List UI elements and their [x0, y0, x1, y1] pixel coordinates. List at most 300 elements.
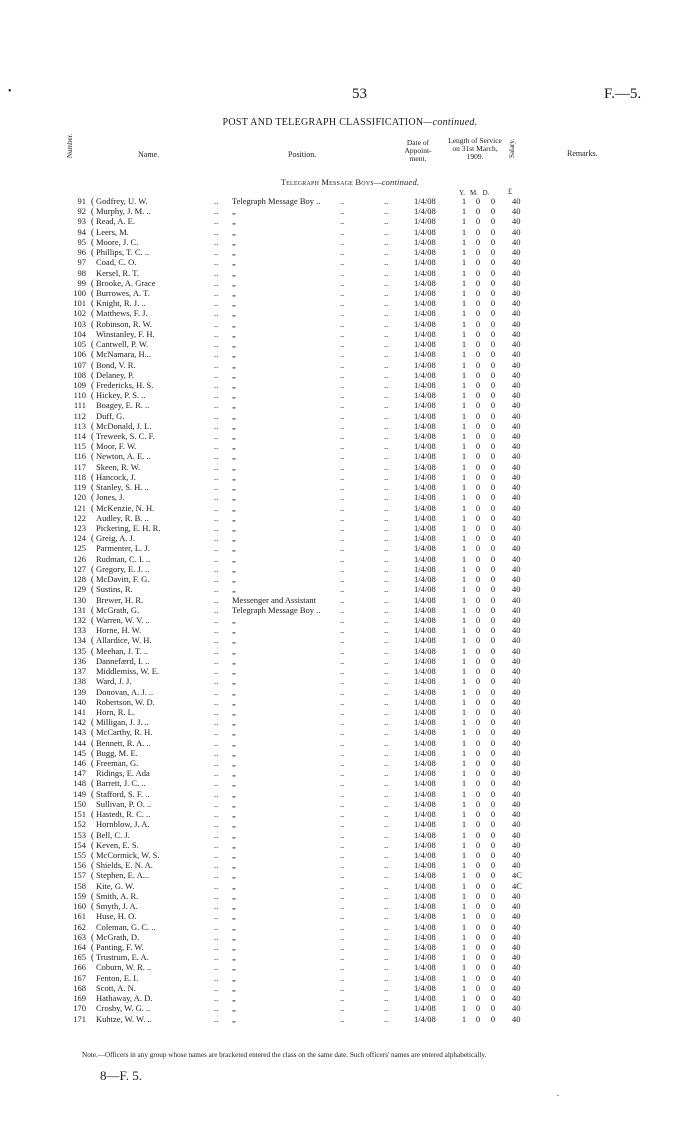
row-days: 0 [490, 921, 496, 932]
row-leader: .. [214, 993, 219, 1004]
row-number: 129 [73, 584, 86, 595]
row-salary: 40 [512, 788, 521, 799]
row-position: Telegraph Message Boy .. [232, 604, 321, 615]
row-date: 1/4/08 [414, 390, 436, 401]
row-leader: .. [214, 880, 219, 891]
row-salary: 40 [512, 390, 521, 401]
row-years: 1 [461, 727, 467, 738]
row-years: 1 [461, 369, 467, 380]
table-row [0, 543, 700, 553]
row-number: 169 [73, 993, 86, 1004]
row-name: ( Cantwell, P. W. [96, 339, 148, 349]
row-salary: 40 [512, 747, 521, 758]
row-name: ( Trustrum, E. A. [96, 952, 149, 962]
row-leader: .. [214, 318, 219, 329]
table-row [0, 298, 700, 308]
row-position: „ [232, 870, 236, 881]
row-position: „ [232, 287, 236, 298]
row-number: 160 [73, 901, 86, 912]
row-months: 0 [475, 839, 481, 850]
row-leader: .. [340, 666, 345, 677]
row-years: 1 [461, 645, 467, 656]
row-leader: .. [214, 921, 219, 932]
row-days: 0 [490, 553, 496, 564]
row-number: 105 [73, 339, 86, 350]
row-leader: .. [214, 574, 219, 585]
row-position: „ [232, 727, 236, 738]
table-row [0, 237, 700, 247]
row-leader: .. [384, 706, 389, 717]
row-date: 1/4/08 [414, 706, 436, 717]
row-leader: .. [384, 839, 389, 850]
row-leader: .. [384, 400, 389, 411]
scan-speck [557, 1095, 559, 1096]
row-months: 0 [475, 451, 481, 462]
row-salary: 40 [512, 328, 521, 339]
row-salary: 40 [512, 206, 521, 217]
row-date: 1/4/08 [414, 574, 436, 585]
row-date: 1/4/08 [414, 880, 436, 891]
row-leader: .. [340, 880, 345, 891]
row-salary: 40 [512, 543, 521, 554]
row-years: 1 [461, 890, 467, 901]
row-position: „ [232, 441, 236, 452]
row-days: 0 [490, 369, 496, 380]
table-row [0, 717, 700, 727]
row-leader: .. [214, 635, 219, 646]
row-name: ( Gregory, E. J. .. [96, 564, 149, 574]
row-name: Robertson, W. D. [96, 696, 155, 707]
row-number: 100 [73, 287, 86, 298]
row-days: 0 [490, 216, 496, 227]
row-name: ( Robinson, R. W. [96, 319, 152, 329]
row-number: 95 [77, 236, 86, 247]
row-name: Dannefærd, I. .. [96, 655, 150, 666]
row-leader: .. [214, 706, 219, 717]
table-row [0, 922, 700, 932]
table-row [0, 339, 700, 349]
row-number: 108 [73, 369, 86, 380]
row-months: 0 [475, 666, 481, 677]
section-text: Telegraph Message Boys [280, 177, 374, 187]
row-position: „ [232, 737, 236, 748]
row-position: „ [232, 931, 236, 942]
row-months: 0 [475, 993, 481, 1004]
row-position: „ [232, 574, 236, 585]
row-leader: .. [340, 594, 345, 605]
row-name: ( Panting, F. W. [96, 942, 144, 952]
header-date: Date of Appoint-ment. [404, 138, 432, 163]
row-leader: .. [340, 247, 345, 258]
row-date: 1/4/08 [414, 747, 436, 758]
row-salary: 40 [512, 574, 521, 585]
row-leader: .. [340, 778, 345, 789]
row-position: „ [232, 747, 236, 758]
row-months: 0 [475, 553, 481, 564]
row-days: 0 [490, 819, 496, 830]
row-leader: .. [384, 962, 389, 973]
row-name: ( Godfrey, U. W. [96, 196, 148, 206]
row-days: 0 [490, 655, 496, 666]
row-months: 0 [475, 655, 481, 666]
row-salary: 40 [512, 952, 521, 963]
row-date: 1/4/08 [414, 788, 436, 799]
row-leader: .. [384, 798, 389, 809]
row-days: 0 [490, 328, 496, 339]
row-date: 1/4/08 [414, 339, 436, 350]
row-years: 1 [461, 492, 467, 503]
row-leader: .. [384, 471, 389, 482]
table-row [0, 911, 700, 921]
row-days: 0 [490, 676, 496, 687]
row-name: Ridings, E. Ada [96, 768, 150, 779]
row-name: Duff, G. [96, 410, 125, 421]
row-date: 1/4/08 [414, 523, 436, 533]
row-leader: .. [384, 247, 389, 258]
row-date: 1/4/08 [414, 247, 436, 258]
row-name: ( Newton, A. E. .. [96, 451, 151, 461]
row-salary: 40 [512, 287, 521, 298]
row-position: „ [232, 666, 236, 677]
row-date: 1/4/08 [414, 563, 436, 574]
row-days: 0 [490, 962, 496, 973]
row-years: 1 [461, 471, 467, 482]
row-name: Rudman, C. I. .. [96, 553, 151, 564]
row-date: 1/4/08 [414, 952, 436, 963]
row-years: 1 [461, 676, 467, 687]
row-years: 1 [461, 512, 467, 523]
row-months: 0 [475, 880, 481, 891]
row-date: 1/4/08 [414, 614, 436, 625]
row-number: 154 [73, 839, 86, 850]
row-leader: .. [214, 553, 219, 564]
row-name: ( McCarthy, R. H. [96, 727, 152, 737]
header-salary: Salary. [508, 138, 516, 158]
row-years: 1 [461, 523, 467, 533]
table-row [0, 308, 700, 318]
row-date: 1/4/08 [414, 737, 436, 748]
row-salary: 40 [512, 318, 521, 329]
row-leader: .. [384, 758, 389, 769]
row-name: Horn, R. L. [96, 706, 135, 717]
row-months: 0 [475, 982, 481, 993]
row-leader: .. [384, 829, 389, 840]
row-number: 159 [73, 890, 86, 901]
row-leader: .. [214, 645, 219, 656]
row-number: 168 [73, 982, 86, 993]
row-leader: .. [340, 655, 345, 666]
row-name: ( McGrath, D. [96, 932, 139, 942]
row-leader: .. [214, 236, 219, 247]
row-days: 0 [490, 379, 496, 390]
row-salary: 40 [512, 696, 521, 707]
row-position: „ [232, 492, 236, 503]
row-leader: .. [384, 512, 389, 523]
row-position: „ [232, 400, 236, 411]
row-date: 1/4/08 [414, 236, 436, 247]
row-leader: .. [214, 441, 219, 452]
row-name: Coad, C. O. [96, 257, 137, 268]
row-date: 1/4/08 [414, 829, 436, 840]
row-leader: .. [384, 972, 389, 983]
row-leader: .. [340, 308, 345, 319]
table-row [0, 881, 700, 891]
table-row [0, 216, 700, 226]
row-days: 0 [490, 287, 496, 298]
row-date: 1/4/08 [414, 482, 436, 493]
row-date: 1/4/08 [414, 778, 436, 789]
row-years: 1 [461, 696, 467, 707]
row-months: 0 [475, 635, 481, 646]
row-years: 1 [461, 809, 467, 820]
row-number: 130 [73, 594, 86, 605]
row-leader: .. [340, 431, 345, 442]
row-leader: .. [214, 839, 219, 850]
row-months: 0 [475, 706, 481, 717]
row-number: 143 [73, 727, 86, 738]
row-years: 1 [461, 829, 467, 840]
row-salary: 40 [512, 972, 521, 983]
row-salary: 40 [512, 686, 521, 697]
row-years: 1 [461, 666, 467, 677]
row-name: Ward, J. J. [96, 676, 132, 687]
row-leader: .. [340, 706, 345, 717]
row-days: 0 [490, 196, 496, 206]
row-years: 1 [461, 839, 467, 850]
row-position: „ [232, 410, 236, 421]
row-months: 0 [475, 819, 481, 830]
row-leader: .. [214, 226, 219, 237]
row-years: 1 [461, 850, 467, 860]
row-salary: 40 [512, 645, 521, 656]
row-name: ( McKenzie, N. H. [96, 503, 154, 513]
row-leader: .. [384, 676, 389, 687]
row-position: „ [232, 686, 236, 697]
page-code: F.—5. [604, 86, 642, 102]
row-months: 0 [475, 850, 481, 860]
table-row [0, 472, 700, 482]
row-leader: .. [384, 778, 389, 789]
row-leader: .. [384, 921, 389, 932]
row-years: 1 [461, 972, 467, 983]
row-number: 128 [73, 574, 86, 585]
row-months: 0 [475, 717, 481, 728]
row-salary: 4C [512, 870, 522, 881]
table-row [0, 462, 700, 472]
row-years: 1 [461, 410, 467, 421]
row-date: 1/4/08 [414, 410, 436, 421]
row-number: 149 [73, 788, 86, 799]
row-number: 103 [73, 318, 86, 329]
row-leader: .. [384, 1013, 389, 1024]
row-days: 0 [490, 625, 496, 636]
row-days: 0 [490, 512, 496, 523]
row-date: 1/4/08 [414, 206, 436, 217]
row-months: 0 [475, 931, 481, 942]
row-date: 1/4/08 [414, 451, 436, 462]
row-leader: .. [340, 625, 345, 636]
row-name: Pickering, E. H. R. [96, 523, 161, 533]
row-months: 0 [475, 482, 481, 493]
row-leader: .. [214, 390, 219, 401]
row-leader: .. [384, 604, 389, 615]
row-leader: .. [214, 502, 219, 513]
row-salary: 40 [512, 471, 521, 482]
row-months: 0 [475, 277, 481, 288]
row-months: 0 [475, 512, 481, 523]
row-months: 0 [475, 1013, 481, 1024]
row-leader: .. [384, 543, 389, 554]
row-name: Coburn, W. R. .. [96, 962, 152, 973]
row-date: 1/4/08 [414, 819, 436, 830]
row-name: ( Meehan, J. T. .. [96, 646, 148, 656]
row-years: 1 [461, 655, 467, 666]
row-date: 1/4/08 [414, 594, 436, 605]
row-salary: 40 [512, 400, 521, 411]
table-row [0, 451, 700, 461]
row-leader: .. [340, 206, 345, 217]
row-days: 0 [490, 839, 496, 850]
row-years: 1 [461, 298, 467, 309]
row-number: 125 [73, 543, 86, 554]
row-position: „ [232, 216, 236, 227]
row-salary: 40 [512, 257, 521, 268]
row-number: 119 [73, 482, 86, 493]
unit-months: M. [470, 189, 478, 197]
row-salary: 40 [512, 901, 521, 912]
row-name: ( Freeman, G. [96, 758, 138, 768]
row-days: 0 [490, 635, 496, 646]
row-name: ( McNamara, H... [96, 349, 151, 359]
row-leader: .. [384, 717, 389, 728]
table-row [0, 993, 700, 1003]
row-leader: .. [384, 339, 389, 350]
row-days: 0 [490, 349, 496, 360]
row-position: „ [232, 880, 236, 891]
row-number: 133 [73, 625, 86, 636]
row-position: Telegraph Message Boy .. [232, 196, 321, 206]
row-date: 1/4/08 [414, 257, 436, 268]
row-months: 0 [475, 523, 481, 533]
row-leader: .. [214, 972, 219, 983]
row-leader: .. [340, 819, 345, 830]
row-salary: 40 [512, 359, 521, 370]
row-months: 0 [475, 287, 481, 298]
row-position: „ [232, 901, 236, 912]
row-position: „ [232, 379, 236, 390]
row-leader: .. [340, 287, 345, 298]
row-days: 0 [490, 267, 496, 278]
table-row [0, 789, 700, 799]
row-leader: .. [384, 277, 389, 288]
row-date: 1/4/08 [414, 768, 436, 779]
row-leader: .. [384, 196, 389, 206]
row-position: „ [232, 993, 236, 1004]
row-position: „ [232, 819, 236, 830]
table-row [0, 687, 700, 697]
row-position: „ [232, 839, 236, 850]
row-position: „ [232, 829, 236, 840]
row-leader: .. [340, 737, 345, 748]
row-name: ( Moore, J. C. [96, 237, 138, 247]
row-name: ( Murphy, J. M. .. [96, 206, 151, 216]
row-months: 0 [475, 921, 481, 932]
table-row [0, 901, 700, 911]
row-salary: 40 [512, 594, 521, 605]
row-days: 0 [490, 574, 496, 585]
row-position: „ [232, 318, 236, 329]
table-row [0, 840, 700, 850]
row-leader: .. [214, 287, 219, 298]
row-leader: .. [340, 982, 345, 993]
row-years: 1 [461, 1003, 467, 1014]
row-leader: .. [340, 574, 345, 585]
row-years: 1 [461, 533, 467, 544]
row-leader: .. [340, 809, 345, 820]
row-months: 0 [475, 890, 481, 901]
table-row [0, 983, 700, 993]
table-row [0, 799, 700, 809]
row-leader: .. [214, 482, 219, 493]
row-number: 134 [73, 635, 86, 646]
row-position: „ [232, 911, 236, 922]
row-leader: .. [214, 328, 219, 339]
row-months: 0 [475, 359, 481, 370]
row-name: Kuhtze, W. W. .. [96, 1013, 152, 1024]
row-leader: .. [340, 921, 345, 932]
table-row [0, 421, 700, 431]
row-days: 0 [490, 972, 496, 983]
row-years: 1 [461, 196, 467, 206]
row-years: 1 [461, 706, 467, 717]
row-salary: 40 [512, 614, 521, 625]
row-name: Hornblow, J. A. [96, 819, 150, 830]
row-name: ( Moor, F. W. [96, 441, 136, 451]
row-days: 0 [490, 226, 496, 237]
row-date: 1/4/08 [414, 461, 436, 472]
row-date: 1/4/08 [414, 727, 436, 738]
row-number: 153 [73, 829, 86, 840]
row-name: Skeen, R. W. [96, 461, 141, 472]
row-leader: .. [214, 471, 219, 482]
row-date: 1/4/08 [414, 318, 436, 329]
row-salary: 40 [512, 563, 521, 574]
row-name: ( Delaney, P. [96, 370, 134, 380]
row-number: 109 [73, 379, 86, 390]
table-row [0, 666, 700, 676]
table-row [0, 360, 700, 370]
row-name: ( McGrath, G. [96, 605, 139, 615]
row-position: „ [232, 614, 236, 625]
row-months: 0 [475, 747, 481, 758]
row-years: 1 [461, 574, 467, 585]
row-months: 0 [475, 788, 481, 799]
table-row [0, 656, 700, 666]
row-leader: .. [340, 553, 345, 564]
row-leader: .. [214, 206, 219, 217]
row-leader: .. [384, 696, 389, 707]
row-date: 1/4/08 [414, 349, 436, 360]
row-name: ( Hancock, J. [96, 472, 136, 482]
row-date: 1/4/08 [414, 420, 436, 431]
row-leader: .. [214, 625, 219, 636]
row-number: 123 [73, 523, 86, 533]
row-leader: .. [384, 318, 389, 329]
row-date: 1/4/08 [414, 359, 436, 370]
row-number: 137 [73, 666, 86, 677]
row-number: 114 [73, 431, 86, 442]
row-position: „ [232, 768, 236, 779]
